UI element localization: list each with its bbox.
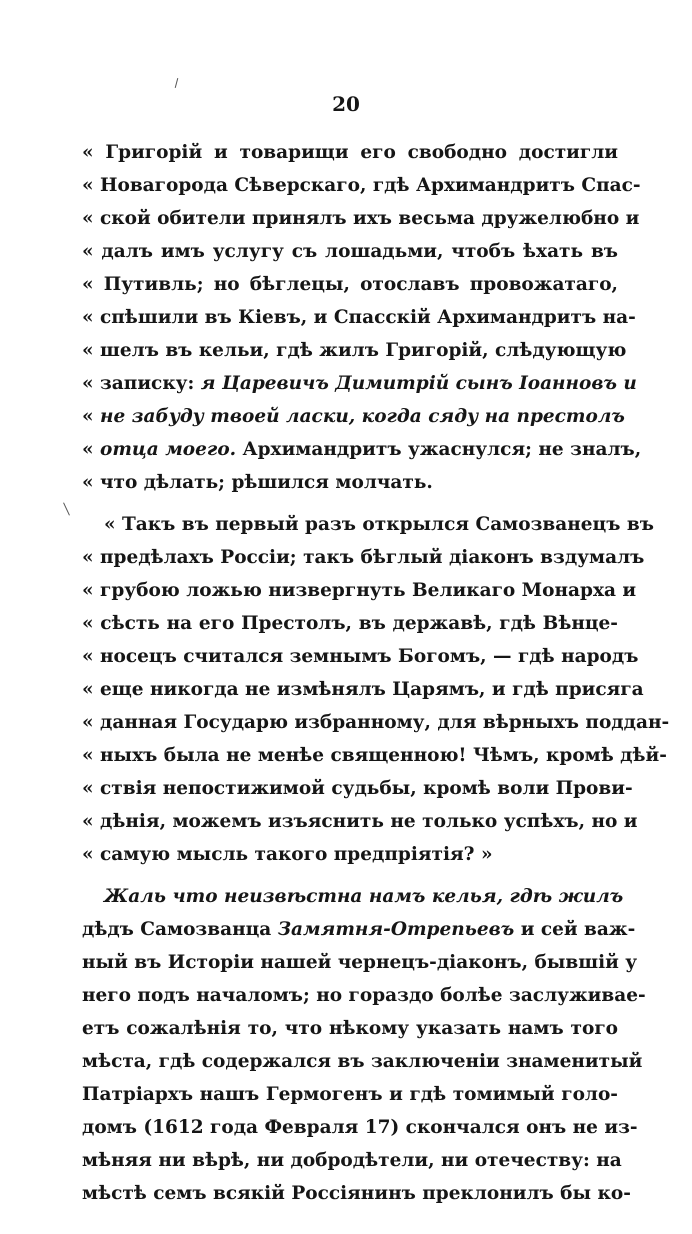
line-text: ный въ Исторіи нашей чернецъ-діаконъ, бывшій у — [82, 952, 638, 973]
italic-text: отца моего. — [100, 439, 237, 460]
text-line — [82, 979, 646, 1012]
line-text: « — [82, 406, 101, 427]
paragraph-gap — [82, 871, 618, 880]
italic-text: я Царевичъ Димитрій сынъ Іоанновъ и — [200, 373, 637, 394]
margin-mark — [175, 78, 179, 88]
text-line — [82, 169, 641, 202]
text-line — [82, 433, 642, 466]
line-text: Архимандритъ ужаснулся; не зналъ, — [236, 439, 642, 460]
text-line — [82, 607, 618, 640]
line-text: дѣдъ Самозванца — [82, 919, 278, 940]
text-line — [82, 772, 633, 805]
line-text: « далъ имъ услугу съ лошадьми, чтобъ ѣхать въ — [82, 241, 618, 262]
line-text: « Новагорода Сѣверскаго, гдѣ Архимандритъ Спас- — [82, 175, 641, 196]
text-line — [82, 400, 625, 433]
text-line — [82, 1144, 622, 1177]
line-text: « ствія непостижимой судьбы, кромѣ воли Прови- — [82, 778, 633, 799]
italic-text: Жаль что неизвѣстна намъ келья, гдѣ жилъ — [104, 886, 624, 907]
text-line — [82, 136, 618, 169]
paragraph — [82, 136, 642, 499]
text-line — [82, 880, 624, 913]
text-line — [82, 202, 640, 235]
line-text: « спѣшили въ Кіевъ, и Спасскій Архимандритъ на- — [82, 307, 636, 328]
line-text: « самую мысль такого предпріятія? » — [82, 844, 493, 865]
text-line — [82, 1177, 631, 1210]
text-line — [82, 367, 637, 400]
text-line — [82, 235, 618, 268]
line-text: « Григорій и товарищи его свободно достигли — [82, 142, 618, 163]
text-line — [82, 805, 638, 838]
line-text: мѣняя ни вѣрѣ, ни добродѣтели, ни отечеству: на — [82, 1150, 622, 1171]
italic-text: не забуду твоей ласки, когда сяду на престолъ — [100, 406, 625, 427]
italic-text: Замятня-Отрепьевъ — [277, 919, 515, 940]
line-text: « грубою ложью низвергнуть Великаго Монарха и — [82, 580, 637, 601]
text-line — [82, 706, 670, 739]
line-text: « данная Государю избранному, для вѣрныхъ поддан- — [82, 712, 670, 733]
paragraph-gap — [82, 499, 618, 508]
line-text: « шелъ въ кельи, гдѣ жилъ Григорій, слѣдующую — [82, 340, 627, 361]
text-line — [82, 1012, 618, 1045]
text-line — [82, 913, 636, 946]
line-text: мѣста, гдѣ содержался въ заключеніи знаменитый — [82, 1051, 643, 1072]
line-text: и сей важ- — [514, 919, 636, 940]
text-line — [82, 1111, 638, 1144]
line-text: « что дѣлать; рѣшился молчать. — [82, 472, 433, 493]
line-text: « — [82, 439, 101, 460]
paragraph — [82, 508, 670, 871]
text-line — [82, 334, 627, 367]
text-line — [82, 541, 645, 574]
text-line — [82, 574, 637, 607]
text-line — [82, 1078, 618, 1111]
line-text: мѣстѣ семъ всякій Россіянинъ преклонилъ бы ко- — [82, 1183, 631, 1204]
text-line — [82, 268, 618, 301]
text-line — [82, 508, 654, 541]
page-number: 20 — [332, 92, 360, 116]
line-text: « еще никогда не измѣнялъ Царямъ, и гдѣ присяга — [82, 679, 644, 700]
text-line — [82, 946, 638, 979]
line-text: « Путивль; но бѣглецы, отославъ провожатаго, — [82, 274, 618, 295]
line-text: « дѣнія, можемъ изъяснить не только успѣхъ, но и — [82, 811, 638, 832]
line-text: етъ сожалѣнія то, что нѣкому указать намъ того — [82, 1018, 618, 1039]
line-text: « носецъ считался земнымъ Богомъ, — гдѣ народъ — [82, 646, 639, 667]
text-line — [82, 466, 618, 499]
margin-mark — [63, 502, 70, 515]
text-line — [82, 673, 644, 706]
line-text: « ской обители принялъ ихъ весьма дружелюбно и — [82, 208, 640, 229]
line-text: Патріархъ нашъ Гермогенъ и гдѣ томимый голо- — [82, 1084, 618, 1105]
line-text: домъ (1612 года Февраля 17) скончался онъ не из- — [82, 1117, 638, 1138]
line-text: него подъ началомъ; но гораздо болѣе заслуживаe- — [82, 985, 646, 1006]
text-line — [82, 739, 667, 772]
text-line — [82, 640, 639, 673]
line-text: « Такъ въ первый разъ открылся Самозванецъ въ — [104, 514, 654, 535]
line-text: « ныхъ была не менѣе священною! Чѣмъ, кромѣ дѣй- — [82, 745, 667, 766]
text-line — [82, 1045, 643, 1078]
text-line — [82, 301, 636, 334]
line-text: « записку: — [82, 373, 201, 394]
paragraph — [82, 880, 646, 1210]
line-text: « сѣсть на его Престолъ, въ державѣ, гдѣ Вѣнце- — [82, 613, 618, 634]
line-text: « предѣлахъ Россіи; такъ бѣглый діаконъ вздумалъ — [82, 547, 645, 568]
page-text — [82, 136, 670, 1210]
text-line — [82, 838, 618, 871]
